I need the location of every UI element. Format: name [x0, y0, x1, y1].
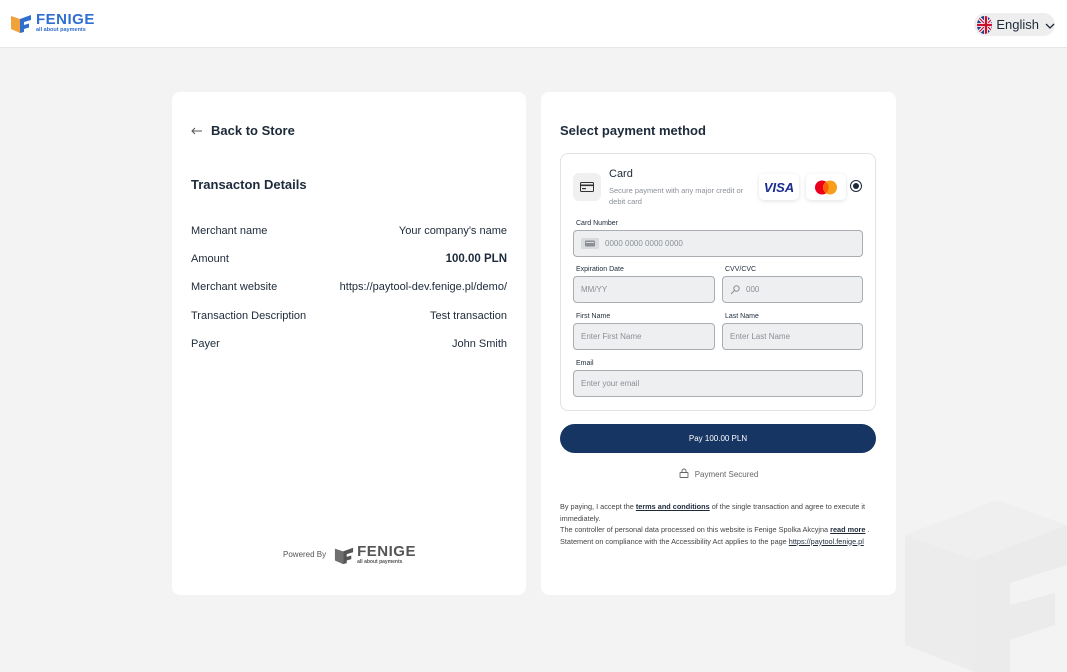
visa-logo: VISA [759, 174, 799, 200]
last-name-placeholder: Enter Last Name [730, 332, 791, 341]
card-number-label: Card Number [576, 220, 619, 227]
first-name-input[interactable] [573, 323, 715, 350]
method-description: Secure payment with any major credit or debit card [609, 186, 744, 206]
card-number-input[interactable] [573, 230, 863, 257]
transaction-details-title: Transacton Details [191, 177, 307, 192]
legal-text: The controller of personal data processed on this website is Fenige Spolka Akcyjna [560, 525, 829, 534]
detail-label: Transaction Description [191, 310, 307, 322]
uk-flag-icon [977, 16, 992, 34]
payment-panel [541, 92, 896, 595]
key-icon [730, 285, 740, 295]
terms-link[interactable]: terms and conditions [635, 502, 710, 511]
last-name-input[interactable] [722, 323, 863, 350]
payment-secured [541, 468, 896, 480]
payment-method-title: Select payment method [560, 123, 706, 138]
chevron-down-icon [1045, 17, 1055, 32]
first-name-placeholder: Enter First Name [581, 332, 642, 341]
fenige-logo[interactable] [10, 12, 95, 34]
detail-value: https://paytool-dev.fenige.pl/demo/ [339, 281, 507, 293]
lock-icon [679, 468, 689, 480]
credit-card-icon [573, 173, 601, 201]
back-to-store-label: Back to Store [211, 123, 295, 138]
fenige-logo-icon [10, 12, 32, 34]
powered-logo-name: FENIGE [357, 543, 416, 560]
detail-label: Payer [191, 338, 220, 350]
legal-text: By paying, I accept the [560, 502, 634, 511]
fenige-logo-icon [334, 545, 354, 565]
email-input[interactable] [573, 370, 863, 397]
card-icon [581, 238, 599, 249]
powered-by-logo [334, 544, 416, 565]
email-placeholder: Enter your email [581, 379, 640, 388]
expiration-date-label: Expiration Date [576, 266, 624, 273]
expiration-placeholder: MM/YY [581, 285, 608, 294]
cvv-placeholder: 000 [746, 285, 760, 294]
detail-value: 100.00 PLN [445, 253, 507, 265]
legal-text: of the single transaction and agree to execute it immediately. [560, 502, 866, 523]
card-number-placeholder: 0000 0000 0000 0000 [605, 239, 683, 248]
first-name-label: First Name [576, 313, 611, 320]
payment-secured-label: Payment Secured [694, 469, 759, 479]
legal-text: Statement on compliance with the Accessibility Act applies to the page [560, 536, 787, 546]
method-name: Card [609, 168, 633, 180]
email-label: Email [576, 360, 594, 367]
card-method-radio[interactable] [850, 180, 862, 192]
detail-label: Merchant website [191, 281, 278, 293]
detail-row-transaction-description [191, 310, 507, 322]
expiration-date-input[interactable] [573, 276, 715, 303]
arrow-left-icon [191, 123, 203, 138]
accessibility-link[interactable]: https://paytool.fenige.pl [788, 536, 864, 546]
fenige-watermark-icon [905, 495, 1067, 672]
last-name-label: Last Name [725, 313, 759, 320]
detail-label: Merchant name [191, 225, 268, 237]
detail-label: Amount [191, 253, 229, 265]
detail-value: Test transaction [429, 310, 507, 322]
cvv-input[interactable] [722, 276, 863, 303]
language-label: English [996, 17, 1039, 32]
detail-row-payer [191, 338, 507, 350]
cvv-label: CVV/CVC [725, 266, 757, 273]
detail-row-merchant-name [191, 225, 507, 237]
detail-value: Your company's name [398, 225, 507, 237]
top-bar [0, 0, 1067, 48]
powered-logo-tagline: all about payments [357, 559, 403, 565]
detail-value: John Smith [451, 338, 507, 350]
legal-notice [560, 501, 876, 547]
logo-name: FENIGE [36, 11, 95, 29]
back-to-store-link[interactable] [191, 123, 295, 138]
detail-row-amount [191, 253, 507, 265]
language-selector[interactable] [974, 13, 1055, 36]
legal-text: . [867, 525, 870, 534]
transaction-details-panel [172, 92, 526, 595]
card-payment-method[interactable] [560, 153, 876, 411]
powered-by [283, 544, 416, 565]
pay-button[interactable]: Pay 100.00 PLN [560, 424, 876, 453]
powered-by-label: Powered By [283, 550, 327, 559]
logo-tagline: all about payments [36, 27, 86, 34]
detail-row-merchant-website [191, 281, 507, 293]
mastercard-logo [806, 174, 846, 200]
read-more-link[interactable]: read more [830, 525, 866, 534]
